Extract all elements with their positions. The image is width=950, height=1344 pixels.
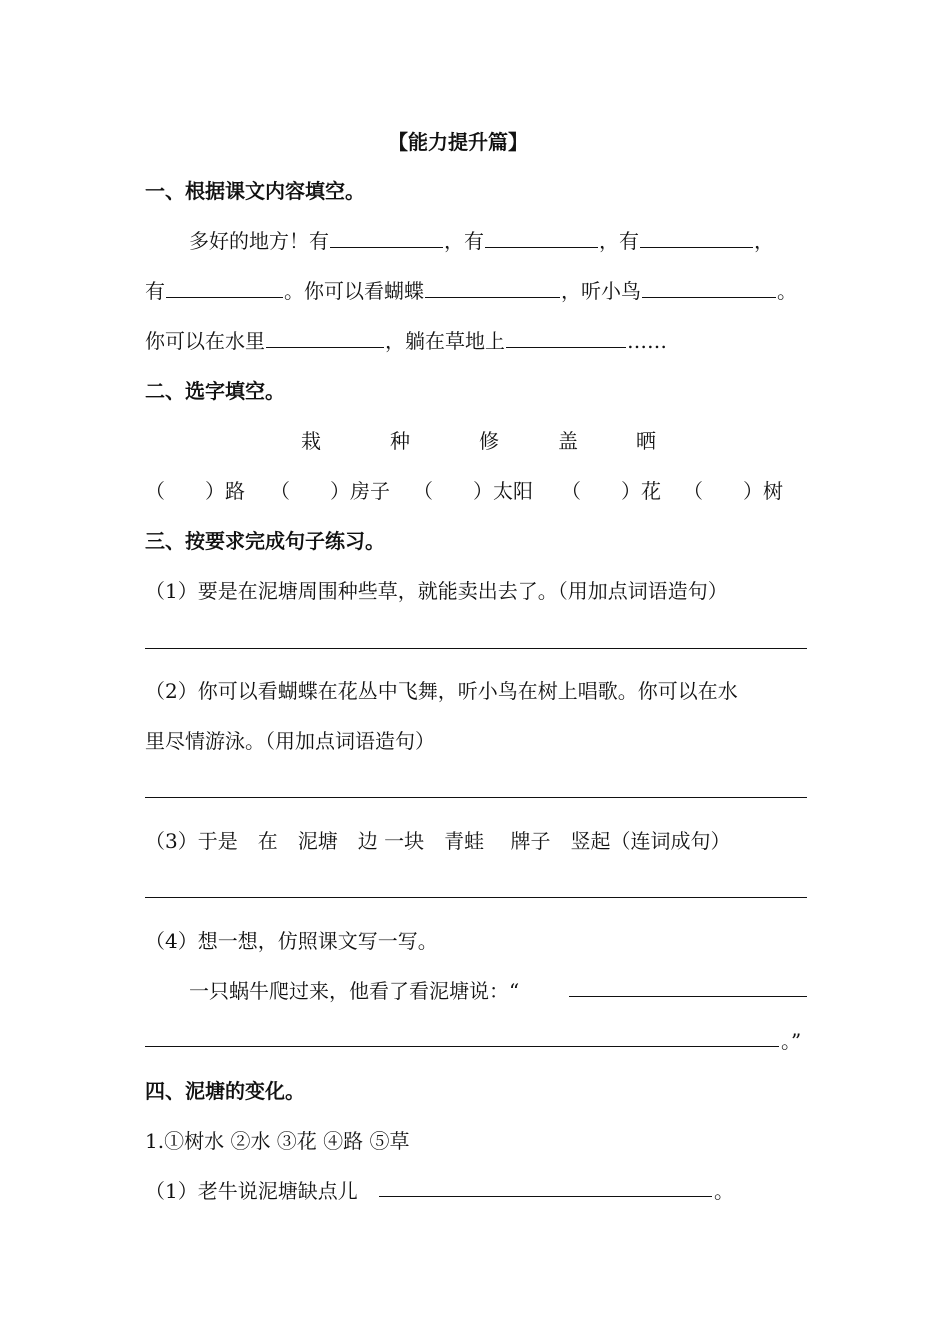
fill-text: 。: [777, 279, 797, 303]
answer-line[interactable]: [379, 1196, 712, 1197]
char-choice: 种: [390, 429, 410, 453]
answer-blank[interactable]: [640, 227, 753, 248]
fill-text: ，听小鸟: [561, 279, 641, 303]
answer-blank[interactable]: [485, 227, 598, 248]
answer-line[interactable]: [145, 1046, 779, 1047]
char-choice: 栽: [301, 429, 321, 453]
question-3: （3）于是 在 泥塘 边 一块 青蛙 牌子 竖起（连词成句）: [145, 829, 731, 853]
answer-blank[interactable]: [425, 277, 560, 298]
question-4-end: 。”: [781, 1029, 802, 1053]
answer-blank[interactable]: [166, 277, 283, 298]
question-4-1-end: 。: [714, 1179, 734, 1203]
fill-item[interactable]: （ ）路: [145, 479, 245, 503]
question-4-1: （1）老牛说泥塘缺点儿: [145, 1179, 358, 1203]
answer-blank[interactable]: [642, 277, 776, 298]
fill-item[interactable]: （ ）花: [561, 479, 661, 503]
fill-line-1: [189, 227, 774, 255]
fill-item[interactable]: （ ）太阳: [413, 479, 533, 503]
fill-text: 你可以在水里: [145, 329, 265, 353]
fill-line-3: [145, 327, 667, 355]
char-choice: 晒: [636, 429, 656, 453]
answer-line[interactable]: [145, 648, 807, 649]
section2-heading: 二、选字填空。: [145, 379, 285, 403]
char-choice: 盖: [558, 429, 578, 453]
answer-blank[interactable]: [506, 327, 626, 348]
question-2: （2）你可以看蝴蝶在花丛中飞舞，听小鸟在树上唱歌。你可以在水: [145, 679, 738, 703]
fill-text: ……: [627, 329, 667, 353]
question-2-cont: 里尽情游泳。（用加点词语造句）: [145, 729, 435, 753]
section1-heading: 一、根据课文内容填空。: [145, 179, 365, 203]
fill-text: ，躺在草地上: [385, 329, 505, 353]
fill-text: ，: [754, 229, 774, 253]
answer-line[interactable]: [145, 897, 807, 898]
fill-text: ，有: [599, 229, 639, 253]
question-1: （1）要是在泥塘周围种些草，就能卖出去了。（用加点词语造句）: [145, 579, 728, 603]
fill-item[interactable]: （ ）树: [683, 479, 783, 503]
fill-text: ，有: [444, 229, 484, 253]
section3-heading: 三、按要求完成句子练习。: [145, 529, 385, 553]
fill-text: 多好的地方！有: [189, 229, 329, 253]
fill-item[interactable]: （ ）房子: [270, 479, 390, 503]
fill-text: 有: [145, 279, 165, 303]
answer-line[interactable]: [569, 996, 807, 997]
section4-heading: 四、泥塘的变化。: [145, 1079, 305, 1103]
options-line: 1.①树水 ②水 ③花 ④路 ⑤草: [145, 1129, 410, 1153]
fill-text: 。你可以看蝴蝶: [284, 279, 424, 303]
fill-line-2: [145, 277, 797, 305]
answer-blank[interactable]: [266, 327, 384, 348]
question-4: （4）想一想，仿照课文写一写。: [145, 929, 438, 953]
answer-blank[interactable]: [330, 227, 443, 248]
page-title: 【能力提升篇】: [388, 130, 528, 154]
answer-line[interactable]: [145, 797, 807, 798]
question-4-prompt: 一只蜗牛爬过来，他看了看泥塘说：“: [189, 979, 520, 1003]
char-choice: 修: [479, 429, 499, 453]
